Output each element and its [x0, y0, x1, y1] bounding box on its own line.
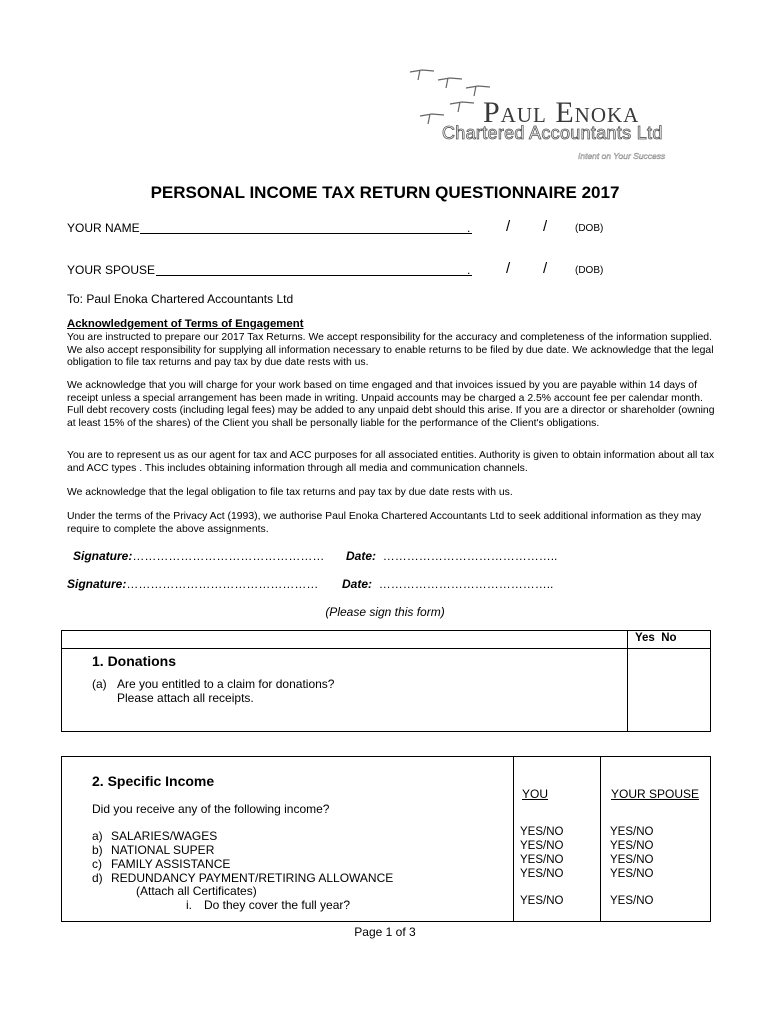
- sign-note: (Please sign this form): [325, 605, 445, 619]
- date-row-1: [346, 549, 557, 563]
- acknowledgement-heading: Acknowledgement of Terms of Engagement: [67, 318, 304, 330]
- signature-field[interactable]: …………………………………………: [132, 549, 325, 563]
- income-item-spouse-answer[interactable]: YES/NO: [610, 826, 654, 838]
- logo-name: Paul Enoka: [483, 96, 640, 129]
- full-year-letter: i.: [186, 898, 192, 912]
- attach-certificates-note: (Attach all Certificates): [136, 884, 257, 898]
- spouse-field[interactable]: [156, 275, 472, 276]
- income-item-letter: c): [92, 857, 102, 871]
- donations-question-letter: (a): [92, 677, 107, 691]
- income-item-spouse-answer[interactable]: YES/NO: [610, 868, 654, 880]
- ack-paragraph-1: You are instructed to prepare our 2017 Tax Returns. We accept responsibility for the accuracy and completeness of the information supplied. We also accept responsibility for supplying all information necessary to enable returns to be filed by due date. We acknowledge that the legal obligation to file tax returns and pay tax by due date rests with us.: [67, 332, 714, 369]
- date-field[interactable]: ……………………………………..: [378, 577, 554, 591]
- signature-row-2: [67, 577, 318, 591]
- signature-field[interactable]: …………………………………………: [126, 577, 319, 591]
- company-logo: [408, 60, 688, 170]
- logo-subtitle: Chartered Accountants Ltd: [442, 123, 663, 143]
- income-item-spouse-answer[interactable]: YES/NO: [610, 840, 654, 852]
- signature-label: Signature:: [67, 577, 127, 591]
- spouse-dob-slash-1: /: [506, 260, 511, 277]
- full-year-spouse-answer[interactable]: YES/NO: [610, 895, 654, 907]
- name-dob-slash-1: /: [506, 218, 511, 235]
- full-year-question: Do they cover the full year?: [204, 898, 351, 912]
- donations-title: 1. Donations: [92, 653, 177, 669]
- income-item-label: SALARIES/WAGES: [111, 829, 218, 843]
- signature-row-1: [73, 549, 324, 563]
- spouse-column-header: YOUR SPOUSE: [611, 787, 700, 801]
- income-item-label: FAMILY ASSISTANCE: [111, 857, 231, 871]
- name-dob-slash-2: /: [543, 218, 548, 235]
- donations-header-divider: [61, 648, 711, 649]
- date-label: Date:: [346, 549, 377, 563]
- income-item-label: REDUNDANCY PAYMENT/RETIRING ALLOWANCE: [111, 871, 394, 885]
- spouse-dob-label: (DOB): [575, 265, 604, 276]
- page-number: Page 1 of 3: [354, 925, 416, 939]
- income-item-letter: a): [92, 829, 103, 843]
- income-item-you-answer[interactable]: YES/NO: [520, 826, 564, 838]
- income-item-label: NATIONAL SUPER: [111, 843, 215, 857]
- ack-paragraph-3: You are to represent us as our agent for tax and ACC purposes for all associated entities. Authority is given to obtain information about all tax and ACC types . This includes obtaining information through all media and communication channels.: [67, 450, 715, 474]
- spouse-label: YOUR SPOUSE: [67, 263, 156, 277]
- income-item-you-answer[interactable]: YES/NO: [520, 868, 564, 880]
- date-label: Date:: [342, 577, 373, 591]
- yes-no-divider: [627, 630, 628, 732]
- spouse-dob-slash-2: /: [543, 260, 548, 277]
- spouse-column-divider: [600, 756, 601, 922]
- donations-question: Are you entitled to a claim for donations?: [117, 677, 335, 691]
- name-dot: .: [467, 221, 471, 235]
- spouse-dot: .: [467, 263, 471, 277]
- ack-paragraph-4: We acknowledge that the legal obligation to file tax returns and pay tax by due date rests with us.: [67, 487, 513, 498]
- date-field[interactable]: ……………………………………..: [382, 549, 558, 563]
- donations-instruction: Please attach all receipts.: [117, 691, 254, 705]
- specific-income-title: 2. Specific Income: [92, 773, 215, 789]
- name-label: YOUR NAME: [67, 221, 140, 235]
- page-title: PERSONAL INCOME TAX RETURN QUESTIONNAIRE 2017: [150, 183, 620, 202]
- logo-tagline: Intent on Your Success: [578, 151, 666, 161]
- donations-answer-cell[interactable]: [632, 656, 706, 726]
- name-dob-label: (DOB): [575, 223, 604, 234]
- you-column-divider: [513, 756, 514, 922]
- income-item-you-answer[interactable]: YES/NO: [520, 854, 564, 866]
- name-field[interactable]: [140, 233, 472, 234]
- full-year-you-answer[interactable]: YES/NO: [520, 895, 564, 907]
- specific-income-question: Did you receive any of the following income?: [92, 802, 330, 816]
- date-row-2: [342, 577, 553, 591]
- to-line: To: Paul Enoka Chartered Accountants Ltd: [67, 292, 294, 306]
- income-item-letter: d): [92, 871, 103, 885]
- signature-label: Signature:: [73, 549, 133, 563]
- income-item-letter: b): [92, 843, 103, 857]
- yes-no-header: Yes No: [635, 632, 677, 644]
- ack-paragraph-5: Under the terms of the Privacy Act (1993), we authorise Paul Enoka Chartered Accountants Ltd to seek additional information as they may require to complete the above assignments.: [67, 511, 702, 535]
- ack-paragraph-2: We acknowledge that you will charge for your work based on time engaged and that invoices issued by you are payable within 14 days of receipt unless a special arrangement has been made in writing. Unpaid accounts may be charged a 2.5% account fee per calendar month. Full debt recovery costs (including legal fees) may be added to any unpaid debt should this arise. If you are a director or shareholder (owning at least 15% of the shares) of the Client you shall be personally liable for the performance of the Client's obligations.: [67, 380, 715, 429]
- income-item-you-answer[interactable]: YES/NO: [520, 840, 564, 852]
- you-column-header: YOU: [522, 787, 549, 801]
- income-item-spouse-answer[interactable]: YES/NO: [610, 854, 654, 866]
